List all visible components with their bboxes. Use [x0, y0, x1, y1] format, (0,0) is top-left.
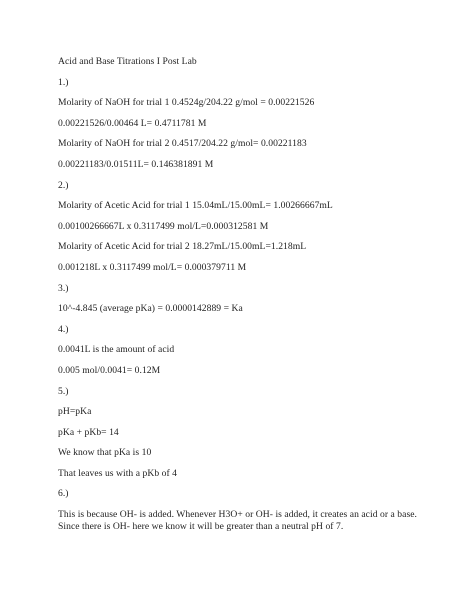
text-line: This is because OH- is added. Whenever H3O+ or OH- is added, it creates an acid or a base. [58, 509, 417, 521]
text-line: 0.001218L x 0.3117499 mol/L= 0.000379711 M [58, 261, 247, 273]
text-line: 0.00221526/0.00464 L= 0.4711781 M [58, 117, 207, 129]
document-title: Acid and Base Titrations I Post Lab [58, 56, 197, 67]
question-number-1: 1.) [58, 76, 69, 88]
text-line: 0.00100266667L x 0.3117499 mol/L=0.000312581 M [58, 220, 269, 232]
text-line: pH=pKa [58, 406, 92, 418]
text-line: That leaves us with a pKb of 4 [58, 467, 177, 479]
text-line: We know that pKa is 10 [58, 447, 152, 459]
text-line: Molarity of NaOH for trial 2 0.4517/204.22 g/mol= 0.00221183 [58, 138, 307, 150]
text-line: Molarity of Acetic Acid for trial 1 15.04mL/15.00mL= 1.00266667mL [58, 200, 333, 212]
text-line: 0.005 mol/0.0041= 0.12M [58, 364, 161, 376]
question-number-6: 6.) [58, 488, 69, 500]
text-line: Molarity of Acetic Acid for trial 2 18.27mL/15.00mL=1.218mL [58, 241, 307, 253]
text-line: Since there is OH- here we know it will be greater than a neutral pH of 7. [58, 521, 344, 533]
text-line: 10^-4.845 (average pKa) = 0.0000142889 = Ka [58, 303, 243, 315]
text-line: pKa + pKb= 14 [58, 426, 119, 438]
text-line: Molarity of NaOH for trial 1 0.4524g/204.22 g/mol = 0.00221526 [58, 97, 315, 109]
question-number-5: 5.) [58, 385, 69, 397]
question-number-2: 2.) [58, 179, 69, 191]
text-line: 0.0041L is the amount of acid [58, 344, 175, 356]
text-line: 0.00221183/0.01511L= 0.146381891 M [58, 158, 214, 170]
document-body [58, 56, 458, 542]
question-number-4: 4.) [58, 323, 69, 335]
question-number-3: 3.) [58, 282, 69, 294]
